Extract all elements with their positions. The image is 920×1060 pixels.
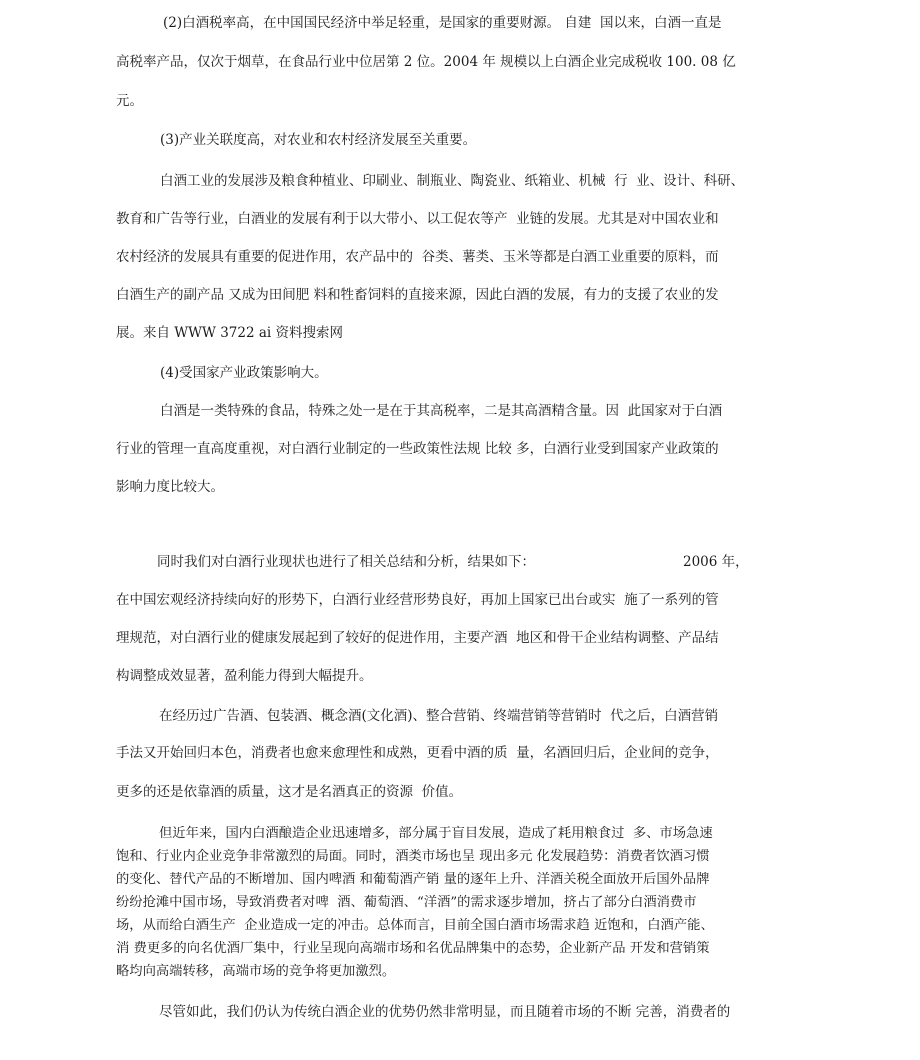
paragraph-line: 白酒生产的副产品 又成为田间肥 料和牲畜饲料的直接来源，因此白酒的发展，有力的支援了农业的发 bbox=[116, 287, 719, 303]
paragraph-line: 理规范，对白酒行业的健康发展起到了较好的促进作用，主要产酒 地区和骨干企业结构调整、产品结 bbox=[116, 630, 719, 646]
paragraph-line: 尽管如此，我们仍认为传统白酒企业的优势仍然非常明显，而且随着市场的不断 完善，消费者的 bbox=[159, 1004, 731, 1020]
paragraph-line: 高税率产品，仅次于烟草，在食品行业中位居第 2 位。2004 年 规模以上白酒企业完成税收 100. 08 亿 bbox=[116, 54, 736, 70]
paragraph-line: 2006 年， bbox=[683, 554, 749, 570]
paragraph-line: 手法又开始回归本色，消费者也愈来愈理性和成熟，更看中酒的质 量，名酒回归后，企业间的竞争， bbox=[116, 745, 719, 761]
paragraph-line: 教育和广告等行业，白酒业的发展有利于以大带小、以工促农等产 业链的发展。尤其是对中国农业和 bbox=[116, 211, 719, 227]
paragraph-line: 同时我们对白酒行业现状也进行了相关总结和分析，结果如下： bbox=[157, 554, 535, 570]
paragraph-line: 更多的还是依靠酒的质量，这才是名酒真正的资源 价值。 bbox=[116, 784, 463, 800]
paragraph-line: 影响力度比较大。 bbox=[116, 479, 224, 495]
paragraph-line: (2)白酒税率高，在中国国民经济中举足轻重，是国家的重要财源。 自建 国以来，白酒一直是 bbox=[163, 15, 722, 31]
paragraph-line: 在经历过广告酒、包装酒、概念酒(文化酒)、整合营销、终端营销等营销时 代之后，白酒营销 bbox=[159, 708, 719, 724]
paragraph-line: 农村经济的发展具有重要的促进作用，农产品中的 谷类、薯类、玉米等都是白酒工业重要的原料，而 bbox=[116, 249, 719, 265]
paragraph-line: 的变化、替代产品的不断增加、国内啤酒 和葡萄酒产销 量的逐年上升、洋酒关税全面放开后国外品牌 bbox=[116, 872, 710, 887]
paragraph-line: 构调整成效显著，盈利能力得到大幅提升。 bbox=[116, 668, 373, 684]
paragraph-line: 在中国宏观经济持续向好的形势下，白酒行业经营形势良好，再加上国家已出台或实 施了一系列的管 bbox=[116, 592, 719, 608]
paragraph-line: 消 费更多的向名优酒厂集中，行业呈现向高端市场和名优品牌集中的态势，企业新产品 开发和营销策 bbox=[116, 941, 710, 956]
paragraph-line: 纷纷抢滩中国市场，导致消费者对啤 酒、葡萄酒、“洋酒”的需求逐步增加，挤占了部分白酒消费市 bbox=[116, 895, 697, 910]
paragraph-line: 饱和、行业内企业竞争非常激烈的局面。同时，酒类市场也呈 现出多元 化发展趋势：消费者饮酒习惯 bbox=[116, 849, 710, 864]
paragraph-line: 但近年来，国内白酒酿造企业迅速增多，部分属于盲目发展，造成了耗用粮食过 多、市场急速 bbox=[159, 826, 713, 841]
paragraph-line: 白酒工业的发展涉及粮食种植业、印刷业、制瓶业、陶瓷业、纸箱业、机械 行 业、设计、科研、 bbox=[160, 173, 745, 189]
paragraph-line: 略均向高端转移，高端市场的竞争将更加激烈。 bbox=[116, 964, 396, 979]
paragraph-line: 展。来自 WWW 3722 ai 资料搜索网 bbox=[116, 325, 344, 341]
paragraph-line: 行业的管理一直高度重视，对白酒行业制定的一些政策性法规 比较 多，白酒行业受到国家产业政策的 bbox=[116, 441, 719, 457]
paragraph-line: 元。 bbox=[116, 93, 143, 109]
paragraph-line: 白酒是一类特殊的食品，特殊之处一是在于其高税率，二是其高酒精含量。因 此国家对于白酒 bbox=[160, 403, 723, 419]
paragraph-line: 场，从而给白酒生产 企业造成一定的冲击。总体而言，目前全国白酒市场需求趋 近饱和，白酒产能、 bbox=[116, 918, 714, 933]
paragraph-line: (3)产业关联度高，对农业和农村经济发展至关重要。 bbox=[160, 132, 477, 148]
paragraph-line: (4)受国家产业政策影响大。 bbox=[160, 365, 328, 381]
